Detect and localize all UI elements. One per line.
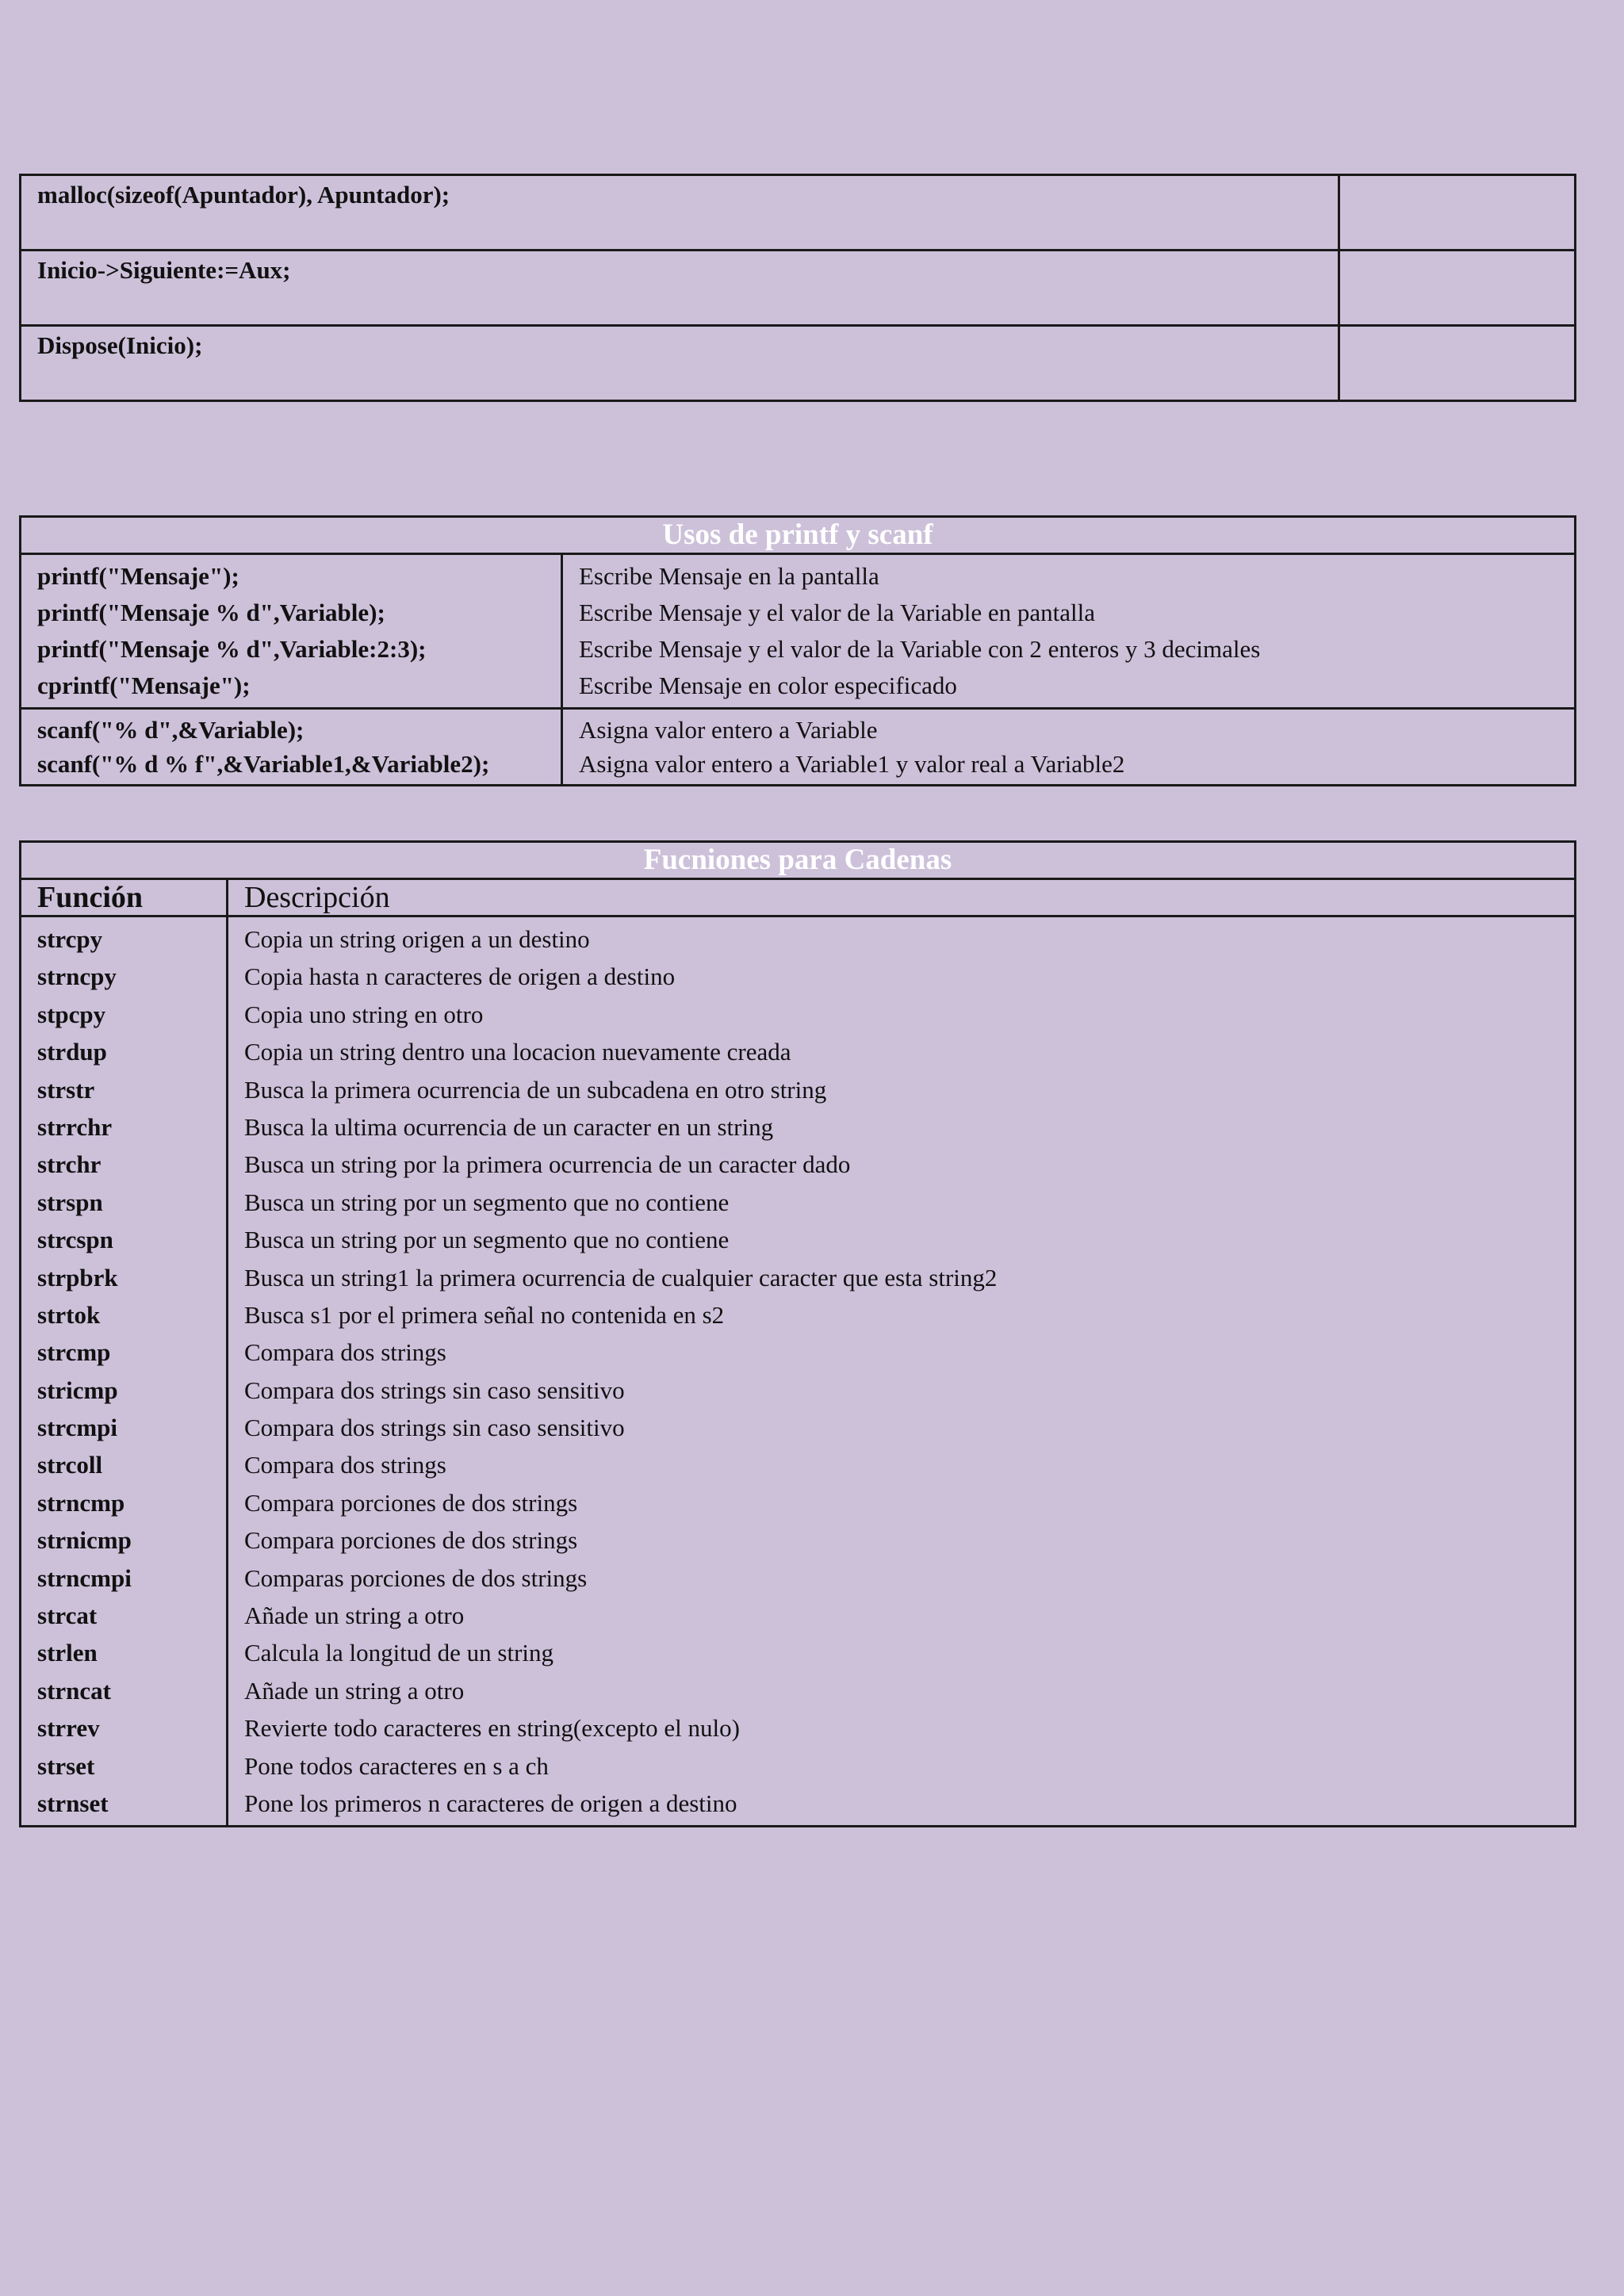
function-name: strncat [37,1676,111,1705]
scanf-group [21,709,1576,786]
code-line: scanf("% d",&Variable); [37,716,304,744]
function-description: Compara dos strings [244,1338,446,1367]
table-title-row [21,517,1576,554]
desc-line: Asigna valor entero a Variable [579,716,878,744]
table-row [21,326,1576,401]
function-description: Copia uno string en otro [244,1000,484,1028]
desc-line: Escribe Mensaje y el valor de la Variable en pantalla [579,599,1096,626]
code-line: printf("Mensaje % d",Variable:2:3); [37,635,427,663]
printf-scanf-table [19,515,1576,786]
function-name: strrev [37,1714,100,1743]
column-header-description: Descripción [228,879,1576,916]
function-name: strspn [37,1188,103,1216]
note-cell [1339,251,1576,326]
function-list [21,916,228,1827]
scanf-codes [21,709,562,786]
function-description: Busca la primera ocurrencia de un subcadena en otro string [244,1075,827,1104]
column-header-function: Función [21,879,228,916]
function-description: Busca un string por un segmento que no contiene [244,1226,730,1254]
function-description: Pone los primeros n caracteres de origen a destino [244,1789,737,1817]
desc-line: Escribe Mensaje en la pantalla [579,562,879,590]
code-line: cprintf("Mensaje"); [37,672,251,699]
function-name: stpcpy [37,1000,106,1028]
note-cell [1339,175,1576,251]
function-name: strcmp [37,1338,111,1367]
function-description: Añade un string a otro [244,1676,465,1705]
function-name: strncmpi [37,1563,132,1592]
function-name: strcoll [37,1451,103,1479]
function-description: Añade un string a otro [244,1601,465,1630]
function-description: Revierte todo caracteres en string(excepto el nulo) [244,1714,740,1743]
string-functions-table [19,840,1576,1827]
function-description: Compara dos strings sin caso sensitivo [244,1414,625,1442]
printf-descriptions [562,554,1576,709]
function-name: strlen [37,1639,98,1667]
function-name: strdup [37,1038,107,1066]
function-name: stricmp [37,1376,118,1404]
table-title-row [21,842,1576,879]
function-description: Busca un string por la primera ocurrencia de un caracter dado [244,1150,851,1179]
scanf-descriptions [562,709,1576,786]
function-description: Copia hasta n caracteres de origen a destino [244,962,676,991]
code-cell: malloc(sizeof(Apuntador), Apuntador); [21,175,1339,251]
code-cell: Inicio->Siguiente:=Aux; [21,251,1339,326]
function-description: Busca un string por un segmento que no contiene [244,1188,730,1216]
function-name: strnset [37,1789,109,1817]
function-name: strnicmp [37,1526,132,1555]
function-name: strtok [37,1300,101,1329]
table-row [21,175,1576,251]
function-name: strcpy [37,925,103,953]
printf-group [21,554,1576,709]
function-name: strncmp [37,1488,125,1517]
table-body-row [21,916,1576,1827]
desc-line: Escribe Mensaje en color especificado [579,672,957,699]
note-cell [1339,326,1576,401]
desc-line: Asigna valor entero a Variable1 y valor real a Variable2 [579,750,1125,778]
function-description: Busca s1 por el primera señal no contenida en s2 [244,1300,725,1329]
code-line: scanf("% d % f",&Variable1,&Variable2); [37,750,490,778]
function-name: strcmpi [37,1414,118,1442]
function-description: Copia un string origen a un destino [244,925,590,953]
function-name: strcspn [37,1226,113,1254]
function-description: Busca la ultima ocurrencia de un caracter en un string [244,1112,774,1141]
function-name: strpbrk [37,1263,118,1292]
code-line: printf("Mensaje"); [37,562,239,590]
desc-line: Escribe Mensaje y el valor de la Variable con 2 enteros y 3 decimales [579,635,1261,663]
function-description: Busca un string1 la primera ocurrencia de cualquier caracter que esta string2 [244,1263,998,1292]
function-description: Compara porciones de dos strings [244,1488,578,1517]
alloc-table [19,174,1576,402]
function-name: strrchr [37,1112,113,1141]
table-header-row [21,879,1576,916]
function-description: Comparas porciones de dos strings [244,1563,588,1592]
printf-codes [21,554,562,709]
function-name: strchr [37,1150,102,1179]
code-line: printf("Mensaje % d",Variable); [37,599,385,626]
function-description: Compara dos strings [244,1451,446,1479]
function-name: strncpy [37,962,117,991]
function-description: Pone todos caracteres en s a ch [244,1751,549,1780]
function-name: strset [37,1751,95,1780]
table-title: Fucniones para Cadenas [21,842,1576,879]
function-name: strcat [37,1601,98,1630]
function-description: Compara porciones de dos strings [244,1526,578,1555]
function-description: Copia un string dentro una locacion nuevamente creada [244,1038,791,1066]
function-name: strstr [37,1075,95,1104]
function-description: Calcula la longitud de un string [244,1639,554,1667]
code-cell: Dispose(Inicio); [21,326,1339,401]
description-list [228,916,1576,1827]
table-row [21,251,1576,326]
table-title: Usos de printf y scanf [21,517,1576,554]
function-description: Compara dos strings sin caso sensitivo [244,1376,625,1404]
